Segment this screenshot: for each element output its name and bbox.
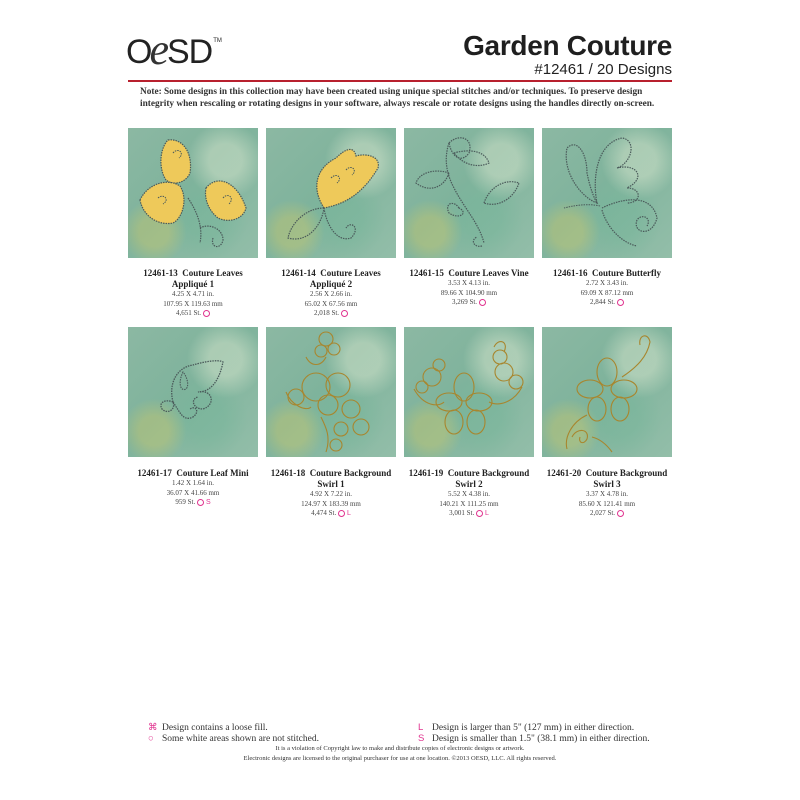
design-code: 12461-19 [408,468,444,478]
design-code: 12461-18 [270,468,306,478]
design-size-inches: 4.92 X 7.22 in. [310,490,352,498]
design-size-mm: 69.09 X 87.12 mm [580,288,634,297]
design-image-12461-20 [542,327,672,457]
design-name-line2: Swirl 3 [593,479,621,489]
legend-text: Some white areas shown are not stitched. [162,734,319,744]
collection-note: Note: Some designs in this collection may have been created using unique special stitches and/or techniques. To preserve design integrity when rescaling or rotating designs in your software, always rescale or rotate designs using the handles directly on-screen. [140,87,655,109]
design-size-inches: 3.37 X 4.78 in. [586,490,628,498]
design-caption-12461-18 [262,468,400,519]
white-areas-icon [617,299,624,306]
white-areas-icon [617,510,624,517]
design-size-mm: 124.97 X 183.39 mm [301,499,361,508]
white-areas-icon [197,499,204,506]
design-code: 12461-20 [546,468,582,478]
background-swirl-3-icon [542,327,672,457]
legend-text: Design is larger than 5" (127 mm) in either direction. [432,723,635,733]
white-areas-icon [338,510,345,517]
size-flag-large: L [346,510,351,517]
stitch-count: 4,474 St. [311,509,337,517]
logo-trademark: TM [213,38,222,44]
design-code: 12461-13 [143,268,178,278]
stitch-count: 3,001 St. [449,509,475,517]
design-size-mm: 36.07 X 41.66 mm [166,488,220,497]
stitch-count: 2,844 St. [589,298,616,306]
logo-e: e [149,25,169,74]
design-image-12461-18 [266,327,396,457]
design-name: Couture Background [309,468,392,478]
leaf-mini-icon [128,327,258,457]
white-areas-icon [341,310,348,317]
leaves-applique-2-icon [266,128,396,258]
design-name: Couture Background [585,468,668,478]
design-size-inches: 1.42 X 1.64 in. [172,479,214,487]
stitch-count: 3,269 St. [451,298,478,306]
design-name: Couture Leaves Vine [448,268,529,278]
copyright-notice: It is a violation of Copyright law to make and distribute copies of electronic designs or artwork. [275,745,525,752]
design-size-inches: 2.72 X 3.43 in. [586,279,628,287]
design-image-12461-16 [542,128,672,258]
design-caption-12461-14 [262,268,400,319]
design-caption-12461-15 [400,268,538,308]
design-size-mm: 140.21 X 111.25 mm [439,499,499,508]
design-size-mm: 107.95 X 119.63 mm [163,299,223,308]
design-size-mm: 89.66 X 104.90 mm [440,288,498,297]
design-caption-12461-16 [538,268,676,308]
loose-fill-icon: ⌘ [148,722,158,733]
small-flag-icon: S [418,733,425,744]
design-size-mm: 85.60 X 121.41 mm [578,499,636,508]
design-image-12461-14 [266,128,396,258]
white-areas-icon [476,510,483,517]
collection-subtitle: #12461 / 20 Designs [534,61,672,78]
background-swirl-2-icon [404,327,534,457]
design-name: Couture Leaves [320,268,381,278]
size-flag-large: L [484,510,489,517]
white-areas-icon: ○ [148,733,154,744]
design-size-mm: 65.02 X 67.56 mm [304,299,358,308]
design-caption-12461-13 [124,268,262,319]
butterfly-icon [542,128,672,258]
design-code: 12461-15 [409,268,444,278]
stitch-count: 2,027 St. [589,509,616,517]
design-size-inches: 2.56 X 2.66 in. [310,290,352,298]
design-code: 12461-14 [281,268,316,278]
oesd-logo [126,25,222,74]
white-areas-icon [479,299,486,306]
design-name-line2: Appliqué 2 [309,279,353,289]
logo-o: O [126,33,152,71]
design-name-line2: Swirl 1 [317,479,345,489]
design-code: 12461-17 [137,468,172,478]
header-divider [128,80,672,82]
leaves-applique-1-icon [128,128,258,258]
design-name-line2: Appliqué 1 [171,279,215,289]
design-name: Couture Leaf Mini [176,468,249,478]
legend-text: Design is smaller than 1.5" (38.1 mm) in either direction. [432,734,650,744]
design-name-line2: Swirl 2 [455,479,483,489]
design-size-inches: 5.52 X 4.38 in. [448,490,490,498]
collection-title: Garden Couture [463,30,672,61]
design-image-12461-19 [404,327,534,457]
white-areas-icon [203,310,210,317]
design-caption-12461-17 [124,468,262,508]
design-name: Couture Butterfly [591,268,662,278]
leaves-vine-icon [404,128,534,258]
size-flag-small: S [205,499,211,506]
stitch-count: 4,651 St. [175,309,202,317]
design-size-inches: 4.25 X 4.71 in. [172,290,214,298]
large-flag-icon: L [418,722,424,733]
design-code: 12461-16 [552,268,588,278]
design-caption-12461-19 [400,468,538,519]
design-name: Couture Background [447,468,530,478]
stitch-count: 2,018 St. [313,309,340,317]
legend-text: Design contains a loose fill. [162,723,268,733]
design-image-12461-13 [128,128,258,258]
design-image-12461-15 [404,128,534,258]
background-swirl-1-icon [266,327,396,457]
license-notice: Electronic designs are licensed to the original purchaser for use at one location. ©2013 OESD, LLC. All rights reserved. [243,755,557,762]
design-caption-12461-20 [538,468,676,519]
design-size-inches: 3.53 X 4.13 in. [448,279,490,287]
logo-sd: SD [166,33,213,71]
design-image-12461-17 [128,327,258,457]
design-name: Couture Leaves [182,268,243,278]
stitch-count: 959 St. [175,498,196,506]
